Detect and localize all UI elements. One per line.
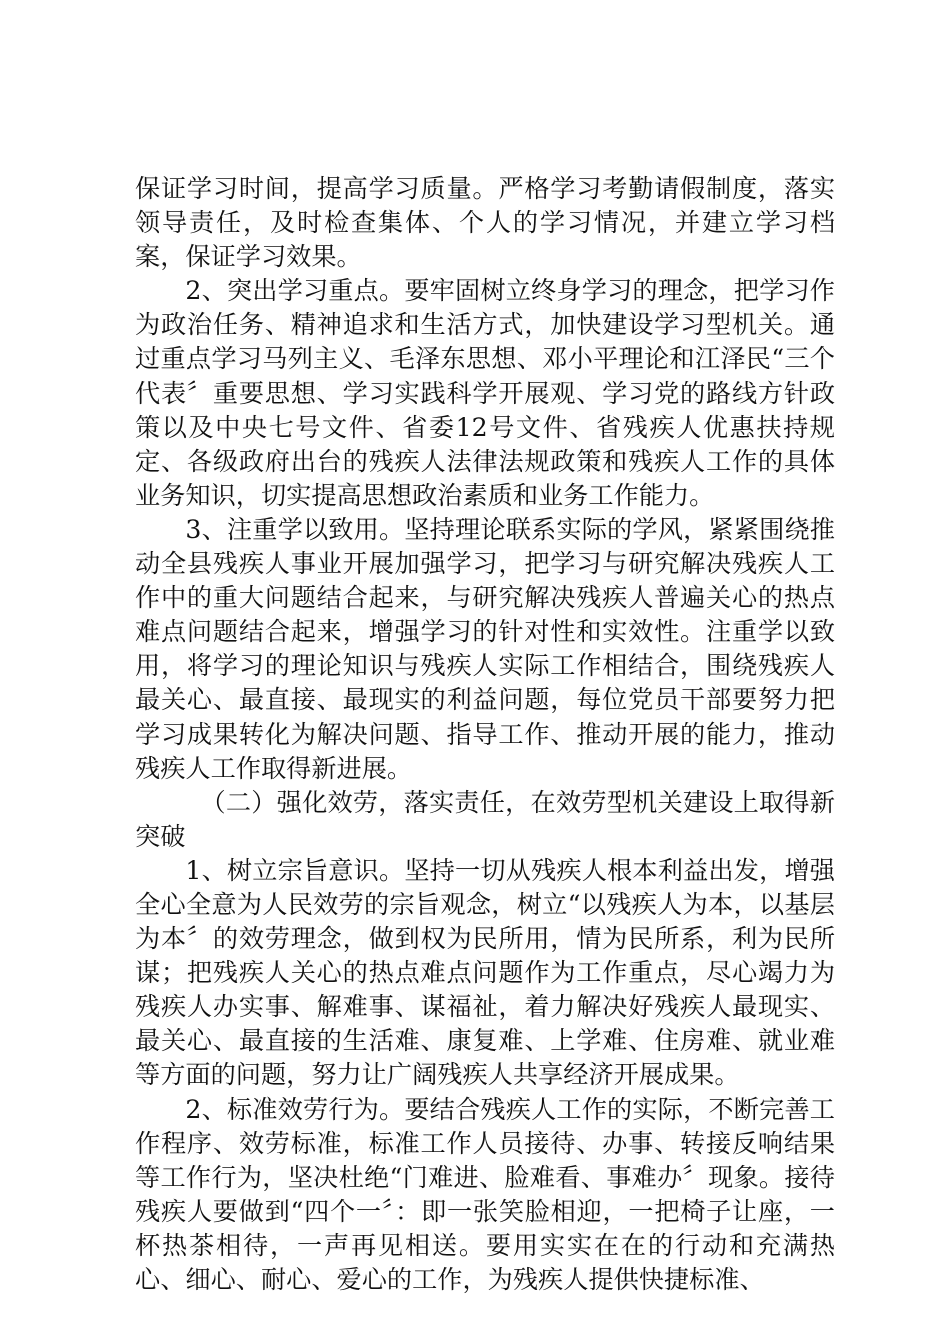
paragraph-continued: 保证学习时间，提高学习质量。严格学习考勤请假制度，落实领导责任，及时检查集体、个人的学习情况，并建立学习档案，保证学习效果。 — [135, 174, 835, 272]
section-heading-service: （二）强化效劳，落实责任，在效劳型机关建设上取得新突破 — [135, 787, 835, 851]
paragraph-apply-learning: 3、注重学以致用。坚持理论联系实际的学风，紧紧围绕推动全县残疾人事业开展加强学习，把学习与研究解决残疾人工作中的重大问题结合起来，与研究解决残疾人普遍关心的热点难点问题结合起来，增强学习的针对性和实效性。注重学以致用，将学习的理论知识与残疾人实际工作相结合，围绕残疾人最关心、最直接、最现实的利益问题，每位党员干部要努力把学习成果转化为解决问题、指导工作、推动开展的能力，推动残疾人工作取得新进展。 — [135, 514, 835, 783]
paragraph-purpose-awareness: 1、树立宗旨意识。坚持一切从残疾人根本利益出发，增强全心全意为人民效劳的宗旨观念，树立“以残疾人为本，以基层为本〞的效劳理念，做到权为民所用，情为民所系，利为民所谋；把残疾人关心的热点难点问题作为工作重点，尽心竭力为残疾人办实事、解难事、谋福祉，着力解决好残疾人最现实、最关心、最直接的生活难、康复难、上学难、住房难、就业难等方面的问题，努力让广阔残疾人共享经济开展成果。 — [135, 855, 835, 1090]
paragraph-study-focus: 2、突出学习重点。要牢固树立终身学习的理念，把学习作为政治任务、精神追求和生活方式，加快建设学习型机关。通过重点学习马列主义、毛泽东思想、邓小平理论和江泽民“三个代表〞重要思想、学习实践科学开展观、学习党的路线方针政策以及中央七号文件、省委12号文件、省残疾人优惠扶持规定、各级政府出台的残疾人法律法规政策和残疾人工作的具体业务知识，切实提高思想政治素质和业务工作能力。 — [135, 276, 835, 510]
document-body — [135, 172, 835, 1297]
paragraph-service-standards: 2、标准效劳行为。要结合残疾人工作的实际，不断完善工作程序、效劳标准，标准工作人员接待、办事、转接反响结果等工作行为，坚决杜绝“门难进、脸难看、事难办〞现象。接待残疾人要做到“四个一〞：即一张笑脸相迎，一把椅子让座，一杯热茶相待，一声再见相送。要用实实在在的行动和充满热心、细心、耐心、爱心的工作，为残疾人提供快捷标准、 — [135, 1094, 835, 1294]
